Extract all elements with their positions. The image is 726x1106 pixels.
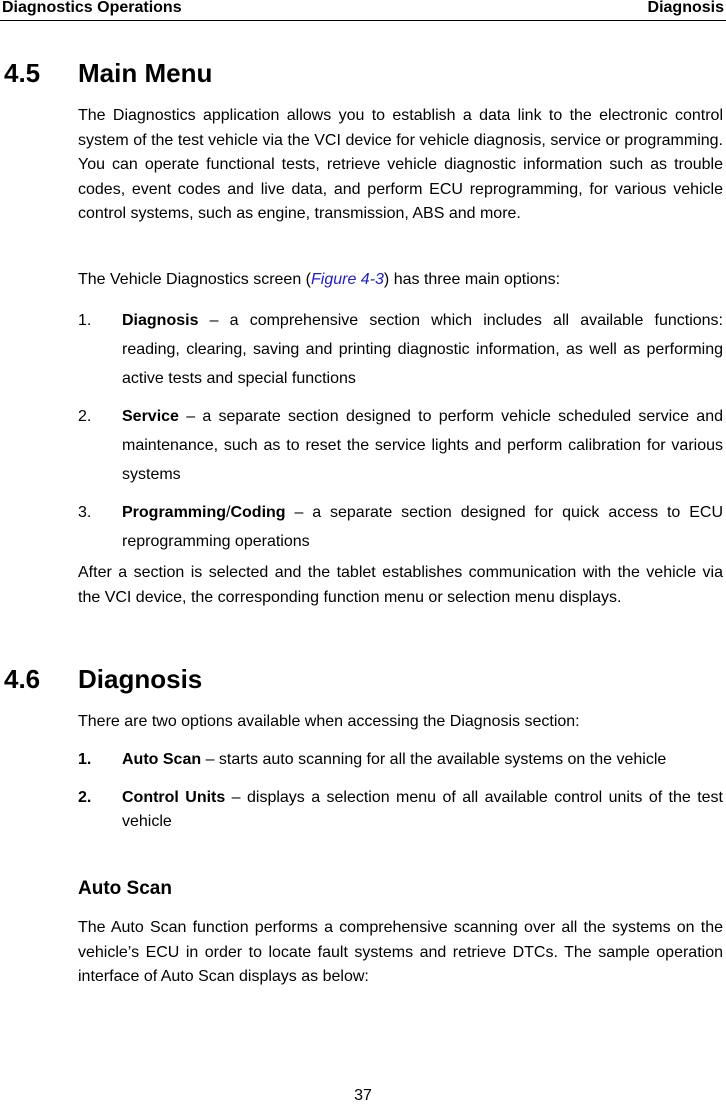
auto-scan-description: The Auto Scan function performs a comprehensive scanning over all the systems on the vehicle’s ECU in order to locate fault systems and retrieve DTCs. The sample operation interface of Auto Scan displays as below: — [78, 919, 723, 985]
page-number: 37 — [354, 1087, 372, 1104]
section-title: Diagnosis — [78, 664, 203, 694]
header-chapter: Diagnostics Operations — [2, 0, 182, 16]
header-section: Diagnosis — [647, 0, 724, 16]
main-options-list — [78, 306, 723, 556]
diagnosis-intro: There are two options available when accessing the Diagnosis section: — [78, 713, 580, 730]
list-item: 2. Control Units – displays a selection menu of all available control units of the test vehicle — [78, 788, 723, 830]
subheading-auto-scan: Auto Scan — [78, 878, 172, 899]
section-heading-diagnosis — [4, 664, 202, 694]
after-section-text: After a section is selected and the tablet establishes communication with the vehicle via the VCI device, the corresponding function menu or selection menu displays. — [78, 564, 723, 606]
list-item: 1. Diagnosis – a comprehensive section which includes all available functions: reading, clearing, saving and printing diagnostic information, as well as performing active tests and special functions — [78, 312, 723, 387]
list-item: 2. Service – a separate section designed to perform vehicle scheduled service and maintenance, such as to reset the service lights and perform calibration for various systems — [78, 408, 723, 483]
section-heading-main-menu — [4, 58, 212, 88]
main-menu-intro: The Diagnostics application allows you to establish a data link to the electronic control system of the test vehicle via the VCI device for vehicle diagnosis, service or programming. You can operate functional tests, retrieve vehicle diagnostic information such as trouble codes, event codes and live data, and perform ECU reprogramming, for various vehicle control systems, such as engine, transmission, ABS and more. — [78, 107, 723, 222]
vehicle-diagnostics-screen-text: The Vehicle Diagnostics screen (Figure 4-3) has three main options: — [78, 271, 561, 288]
page-header — [0, 0, 726, 21]
list-item: 1. Auto Scan – starts auto scanning for all the available systems on the vehicle — [78, 751, 667, 768]
section-number: 4.6 — [4, 664, 41, 694]
list-item: 3. Programming/Coding – a separate section designed for quick access to ECU reprogramming operations — [78, 504, 723, 550]
figure-link[interactable]: Figure 4-3 — [311, 271, 384, 288]
section-number: 4.5 — [4, 58, 41, 88]
section-title: Main Menu — [78, 58, 213, 88]
diagnosis-options-list — [78, 748, 723, 835]
